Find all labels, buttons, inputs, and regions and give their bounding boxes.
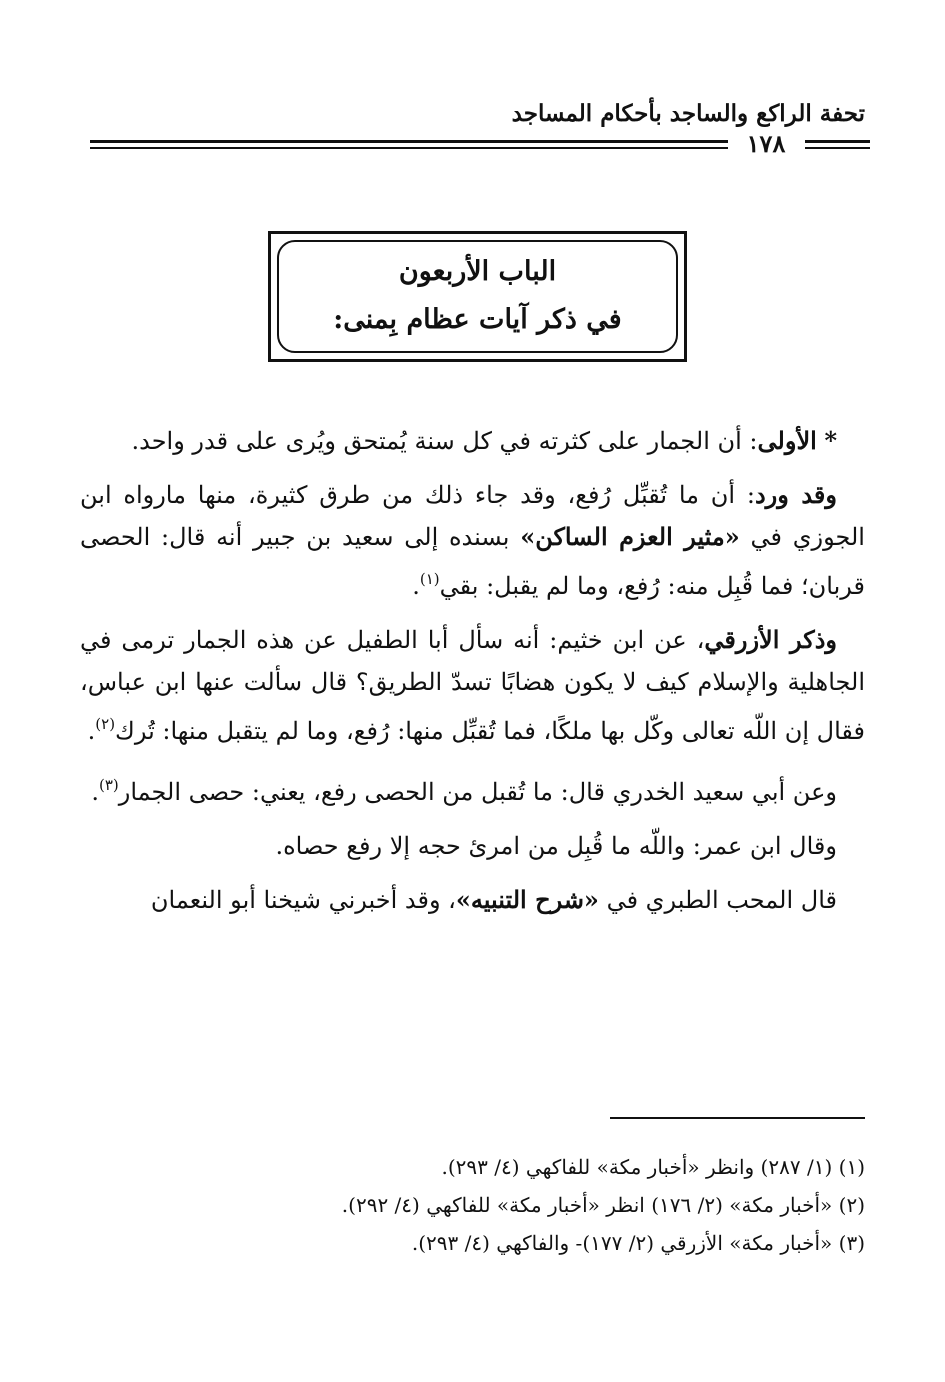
paragraph — [80, 420, 865, 462]
paragraph — [80, 825, 865, 867]
paragraph-end: . — [87, 717, 96, 745]
paragraph-text: ، عن ابن خثيم: أنه سأل أبا الطفيل عن هذه الجمار ترمى في الجاهلية والإسلام كيف لا يكون هضابًا تسدّ الطريق؟ قال سألت عنها ابن عباس، فقال إن اللّه تعالى وكّل بها ملكًا، فما تُقبِّل منها: رُفع، وما لم يتقبل منها: تُرك — [80, 626, 865, 745]
paragraph — [80, 879, 865, 921]
footnote-ref[interactable]: (١) — [419, 570, 440, 588]
asterisk-marker: * — [824, 426, 837, 455]
book-title: «شرح التنبيه» — [455, 885, 599, 914]
paragraph-text: وقال ابن عمر: واللّه ما قُبِل من امرئ حجه إلا رفع حصاه. — [275, 832, 837, 860]
paragraph-text: وعن أبي سعيد الخدري قال: ما تُقبل من الحصى رفع، يعني: حصى الجمار — [118, 778, 837, 806]
footnote-separator — [610, 1117, 865, 1119]
chapter-heading-box — [268, 231, 687, 362]
paragraph — [80, 474, 865, 607]
header-rule-right — [805, 140, 870, 143]
chapter-subtitle: في ذكر آيات عظام بِمنى: — [333, 304, 622, 335]
paragraph — [80, 764, 865, 813]
paragraph-text: بسنده إلى سعيد بن جبير أنه قال: الحصى قربان؛ فما قُبِل منه: رُفع، وما لم يقبل: بقي — [80, 523, 865, 600]
footnote: (٣) «أخبار مكة» الأزرقي (٢/ ١٧٧)- والفاكهي (٤/ ٢٩٣). — [411, 1231, 865, 1255]
paragraph-end: . — [91, 778, 99, 806]
paragraph-text: ، وقد أخبرني شيخنا أبو النعمان — [150, 886, 456, 914]
footnote: (١) (١/ ٢٨٧) وانظر «أخبار مكة» للفاكهي (٤/ ٢٩٣). — [441, 1155, 865, 1179]
footnote-ref[interactable]: (٢) — [95, 715, 116, 733]
footnote-ref[interactable]: (٣) — [98, 776, 119, 794]
paragraph — [80, 619, 865, 752]
paragraph-text: قال المحب الطبري في — [606, 886, 837, 914]
main-text — [80, 420, 865, 933]
paragraph-text: : أن ما تُقبِّل رُفع، وقد جاء ذلك من طرق كثيرة، منها مارواه ابن الجوزي في — [80, 481, 865, 551]
paragraph-lead: وقد ورد — [754, 480, 837, 509]
paragraph-text: : أن الجمار على كثرته في كل سنة يُمتحق ويُرى على قدر واحد. — [131, 427, 758, 455]
footnote: (٢) «أخبار مكة» (٢/ ١٧٦) انظر «أخبار مكة» للفاكهي (٤/ ٢٩٢). — [341, 1193, 865, 1217]
running-title: تحفة الراكع والساجد بأحكام المساجد — [511, 100, 865, 127]
paragraph-end: . — [412, 572, 420, 600]
page-number: ١٧٨ — [746, 129, 786, 158]
footnotes — [80, 1148, 865, 1262]
paragraph-lead: الأولى — [757, 426, 817, 455]
book-title: «مثير العزم الساكن» — [520, 522, 740, 551]
header-rule-left — [90, 140, 728, 143]
paragraph-lead: وذكر الأزرقي — [704, 625, 838, 654]
chapter-title: الباب الأربعون — [398, 256, 557, 287]
